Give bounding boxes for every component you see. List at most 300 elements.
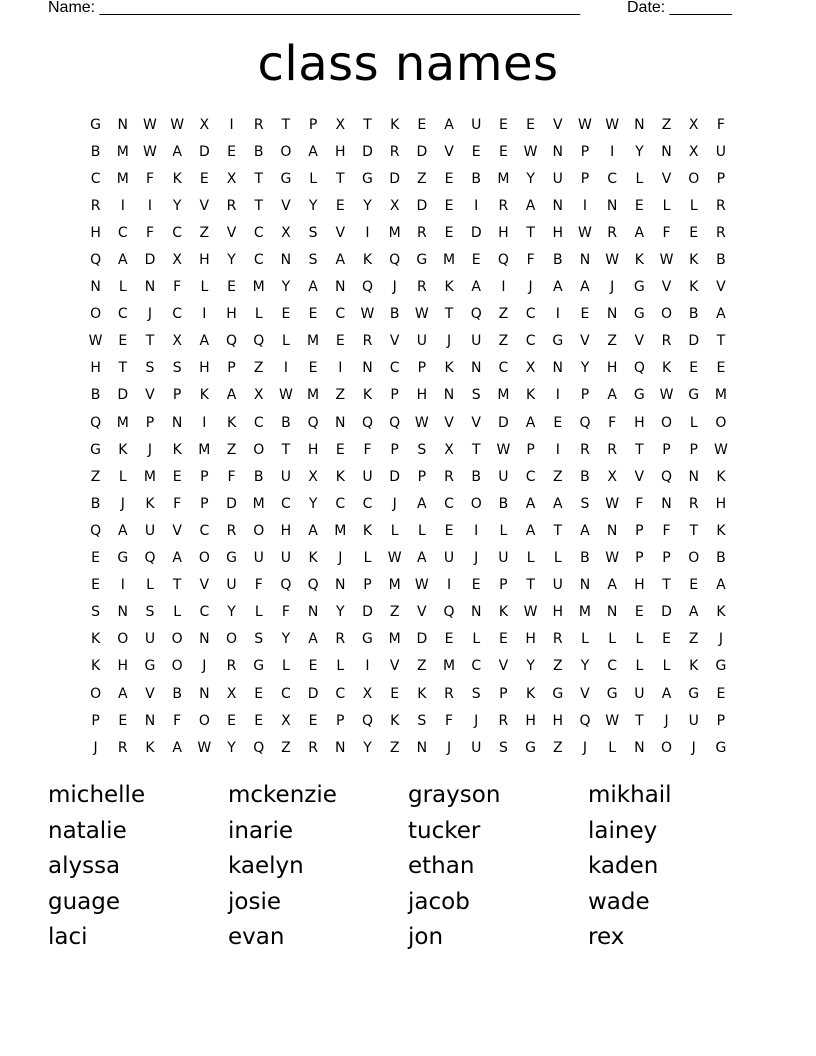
- grid-letter: A: [117, 522, 128, 539]
- grid-letter: Y: [227, 252, 236, 269]
- grid-letter: C: [525, 333, 536, 350]
- grid-letter: C: [389, 360, 400, 377]
- grid-letter: A: [552, 279, 563, 296]
- grid-letter: F: [662, 522, 671, 539]
- grid-letter: O: [171, 658, 183, 675]
- grid-letter: C: [172, 224, 183, 241]
- grid-letter: T: [553, 522, 563, 539]
- grid-letter: N: [335, 739, 346, 756]
- grid-letter: K: [716, 522, 726, 539]
- grid-letter: R: [580, 441, 590, 458]
- grid-letter: C: [253, 224, 264, 241]
- grid-letter: U: [552, 170, 563, 187]
- grid-letter: G: [633, 279, 645, 296]
- grid-letter: Y: [172, 197, 182, 214]
- grid-letter: S: [471, 387, 481, 404]
- grid-letter: Y: [281, 631, 291, 648]
- grid-letter: R: [716, 224, 726, 241]
- grid-letter: A: [226, 387, 237, 404]
- grid-letter: I: [474, 522, 479, 539]
- grid-letter: K: [362, 522, 373, 539]
- grid-letter: U: [498, 468, 509, 485]
- grid-letter: U: [443, 550, 455, 567]
- grid-letter: J: [664, 712, 669, 729]
- grid-letter: V: [145, 387, 155, 404]
- grid-letter: C: [362, 495, 373, 512]
- grid-letter: L: [254, 306, 263, 323]
- grid-letter: H: [90, 360, 101, 377]
- grid-letter: E: [634, 197, 644, 214]
- grid-letter: K: [634, 252, 644, 269]
- grid-letter: N: [470, 604, 482, 621]
- grid-letter: O: [661, 414, 673, 431]
- grid-letter: I: [365, 658, 370, 675]
- word-list-item: kaelyn: [228, 853, 304, 879]
- grid-letter: N: [552, 197, 564, 214]
- grid-letter: O: [280, 143, 292, 160]
- grid-letter: E: [308, 712, 318, 729]
- grid-letter: N: [171, 414, 183, 431]
- grid-letter: O: [198, 550, 210, 567]
- grid-letter: P: [172, 387, 182, 404]
- word-list-item: rex: [588, 924, 625, 950]
- grid-letter: B: [172, 685, 182, 702]
- grid-letter: Q: [253, 739, 265, 756]
- grid-letter: Z: [607, 333, 617, 350]
- grid-letter: J: [120, 495, 125, 512]
- grid-letter: V: [471, 414, 481, 431]
- grid-letter: H: [199, 360, 210, 377]
- grid-letter: Y: [336, 604, 345, 621]
- grid-letter: Z: [417, 658, 427, 675]
- grid-letter: A: [688, 604, 699, 621]
- grid-letter: F: [173, 279, 182, 296]
- grid-letter: X: [226, 170, 237, 187]
- grid-letter: K: [335, 468, 345, 485]
- grid-letter: T: [281, 116, 291, 133]
- grid-letter: A: [580, 279, 590, 296]
- grid-letter: O: [117, 631, 129, 648]
- grid-letter: D: [416, 143, 428, 160]
- grid-letter: Q: [579, 712, 591, 729]
- grid-letter: B: [580, 468, 590, 485]
- grid-letter: E: [634, 604, 644, 621]
- grid-letter: A: [716, 306, 726, 323]
- grid-letter: S: [417, 441, 427, 458]
- grid-letter: N: [688, 468, 699, 485]
- grid-letter: B: [580, 550, 590, 567]
- grid-letter: I: [283, 360, 288, 377]
- grid-letter: J: [446, 739, 452, 756]
- grid-letter: A: [552, 495, 563, 512]
- grid-letter: T: [635, 441, 644, 458]
- grid-letter: Z: [552, 658, 563, 675]
- grid-letter: R: [552, 631, 563, 648]
- grid-letter: F: [635, 495, 644, 512]
- grid-letter: G: [633, 306, 645, 323]
- grid-letter: T: [526, 577, 535, 594]
- word-search-grid: [82, 111, 735, 761]
- grid-letter: K: [308, 550, 318, 567]
- grid-letter: V: [389, 658, 400, 675]
- grid-letter: M: [143, 468, 157, 485]
- word-list-item: mckenzie: [228, 782, 337, 808]
- grid-letter: B: [471, 468, 482, 485]
- grid-letter: L: [309, 170, 317, 187]
- grid-letter: G: [688, 685, 700, 702]
- grid-letter: L: [200, 279, 209, 296]
- grid-letter: O: [470, 495, 482, 512]
- grid-letter: N: [606, 522, 618, 539]
- grid-letter: A: [172, 550, 182, 567]
- grid-letter: E: [308, 658, 318, 675]
- grid-letter: M: [198, 441, 211, 458]
- grid-letter: S: [254, 631, 264, 648]
- grid-letter: W: [713, 441, 728, 458]
- grid-letter: Z: [199, 224, 210, 241]
- grid-letter: H: [552, 604, 564, 621]
- grid-letter: F: [281, 604, 290, 621]
- grid-letter: E: [199, 170, 209, 187]
- grid-letter: B: [90, 143, 101, 160]
- word-list-item: inarie: [228, 817, 294, 844]
- grid-letter: A: [417, 550, 427, 567]
- grid-letter: N: [307, 604, 319, 621]
- grid-letter: S: [172, 360, 182, 377]
- grid-letter: P: [499, 577, 508, 594]
- grid-letter: S: [145, 604, 155, 621]
- grid-letter: E: [689, 360, 699, 377]
- grid-letter: X: [688, 143, 699, 160]
- grid-letter: E: [118, 712, 128, 729]
- grid-letter: E: [444, 224, 454, 241]
- grid-letter: A: [525, 414, 536, 431]
- grid-letter: D: [498, 414, 509, 431]
- grid-letter: Y: [526, 658, 535, 675]
- grid-letter: J: [202, 658, 207, 675]
- grid-letter: Z: [226, 441, 237, 458]
- grid-letter: P: [308, 116, 318, 133]
- grid-letter: H: [90, 224, 101, 241]
- grid-letter: D: [198, 143, 210, 160]
- grid-letter: M: [442, 252, 456, 269]
- grid-letter: E: [526, 116, 536, 133]
- grid-letter: K: [390, 712, 400, 729]
- grid-letter: Z: [281, 739, 291, 756]
- grid-letter: G: [280, 170, 292, 187]
- grid-letter: F: [227, 468, 236, 485]
- grid-letter: R: [498, 197, 509, 214]
- grid-letter: Q: [361, 414, 373, 431]
- grid-letter: I: [555, 306, 560, 323]
- grid-letter: E: [580, 306, 590, 323]
- grid-letter: I: [202, 306, 207, 323]
- grid-letter: C: [607, 658, 618, 675]
- grid-letter: Y: [526, 170, 535, 187]
- grid-letter: Y: [308, 197, 318, 214]
- grid-letter: C: [335, 306, 346, 323]
- grid-letter: R: [607, 441, 618, 458]
- grid-letter: W: [659, 387, 674, 404]
- grid-letter: T: [145, 333, 155, 350]
- grid-letter: F: [145, 170, 154, 187]
- grid-letter: B: [281, 414, 291, 431]
- grid-letter: Y: [227, 739, 236, 756]
- grid-letter: P: [390, 441, 399, 458]
- grid-letter: E: [498, 116, 508, 133]
- grid-letter: V: [716, 279, 726, 296]
- grid-letter: P: [200, 495, 209, 512]
- grid-letter: K: [526, 387, 536, 404]
- grid-letter: E: [308, 360, 318, 377]
- grid-letter: M: [497, 170, 510, 187]
- grid-letter: V: [226, 224, 237, 241]
- grid-letter: J: [147, 306, 153, 323]
- grid-letter: W: [143, 143, 157, 160]
- grid-letter: G: [90, 441, 102, 458]
- grid-letter: P: [417, 468, 427, 485]
- grid-letter: Y: [281, 279, 291, 296]
- grid-letter: F: [662, 224, 671, 241]
- grid-letter: N: [117, 604, 129, 621]
- grid-letter: C: [90, 170, 101, 187]
- grid-letter: X: [226, 685, 237, 702]
- grid-letter: G: [715, 739, 727, 756]
- grid-letter: N: [606, 197, 618, 214]
- grid-letter: P: [716, 170, 726, 187]
- grid-letter: Q: [90, 252, 102, 269]
- grid-letter: L: [689, 414, 698, 431]
- grid-letter: V: [580, 685, 590, 702]
- grid-letter: M: [388, 631, 401, 648]
- grid-letter: R: [444, 685, 454, 702]
- grid-letter: I: [120, 197, 125, 214]
- grid-letter: W: [414, 414, 429, 431]
- grid-letter: A: [308, 631, 318, 648]
- grid-letter: Y: [308, 495, 318, 512]
- grid-letter: N: [443, 387, 455, 404]
- grid-letter: E: [716, 685, 726, 702]
- grid-letter: H: [634, 414, 645, 431]
- word-list-item: jacob: [408, 888, 470, 915]
- grid-letter: E: [471, 252, 481, 269]
- grid-letter: M: [116, 170, 129, 187]
- grid-letter: K: [91, 631, 101, 648]
- grid-letter: J: [147, 441, 153, 458]
- grid-letter: M: [442, 658, 456, 675]
- grid-letter: K: [444, 360, 454, 377]
- grid-letter: M: [307, 333, 320, 350]
- grid-letter: I: [610, 143, 615, 160]
- grid-letter: L: [689, 197, 698, 214]
- grid-letter: S: [498, 739, 508, 756]
- grid-letter: O: [226, 631, 238, 648]
- grid-letter: P: [390, 387, 399, 404]
- grid-letter: B: [90, 387, 101, 404]
- grid-letter: P: [662, 550, 671, 567]
- grid-letter: N: [661, 495, 672, 512]
- grid-letter: C: [281, 495, 291, 512]
- grid-letter: V: [552, 116, 563, 133]
- grid-letter: W: [170, 116, 185, 133]
- grid-letter: V: [172, 522, 182, 539]
- word-list-item: michelle: [48, 782, 146, 808]
- grid-letter: I: [120, 577, 125, 594]
- grid-letter: M: [578, 604, 592, 621]
- grid-letter: X: [389, 197, 400, 214]
- grid-letter: E: [444, 197, 454, 214]
- word-list-item: kaden: [588, 853, 659, 879]
- grid-letter: V: [145, 685, 155, 702]
- grid-letter: G: [416, 252, 428, 269]
- grid-letter: R: [716, 197, 726, 214]
- grid-letter: L: [635, 631, 644, 648]
- grid-letter: U: [688, 712, 699, 729]
- grid-letter: Z: [389, 739, 400, 756]
- grid-letter: K: [390, 116, 400, 133]
- grid-letter: N: [552, 360, 564, 377]
- grid-letter: Q: [443, 604, 455, 621]
- grid-letter: B: [552, 252, 563, 269]
- grid-letter: Q: [389, 252, 401, 269]
- grid-letter: J: [474, 712, 479, 729]
- grid-letter: U: [253, 550, 264, 567]
- grid-letter: E: [254, 712, 264, 729]
- grid-letter: D: [144, 252, 156, 269]
- grid-letter: R: [661, 333, 672, 350]
- word-list-item: tucker: [408, 817, 481, 844]
- grid-letter: I: [338, 360, 343, 377]
- grid-letter: R: [688, 495, 699, 512]
- word-list-item: wade: [588, 888, 650, 915]
- grid-letter: G: [715, 658, 727, 675]
- grid-letter: L: [662, 197, 671, 214]
- grid-letter: N: [335, 414, 346, 431]
- grid-letter: N: [362, 360, 373, 377]
- grid-letter: G: [90, 116, 102, 133]
- grid-letter: I: [229, 116, 234, 133]
- grid-letter: H: [307, 441, 319, 458]
- grid-letter: G: [552, 333, 564, 350]
- grid-letter: H: [634, 577, 645, 594]
- grid-letter: N: [199, 685, 210, 702]
- grid-letter: I: [147, 197, 153, 214]
- grid-letter: L: [608, 739, 617, 756]
- grid-letter: T: [635, 712, 644, 729]
- word-list-item: laci: [48, 924, 88, 950]
- grid-letter: O: [715, 414, 727, 431]
- grid-letter: G: [117, 550, 129, 567]
- date-field-line: Date: _______: [627, 0, 732, 16]
- grid-letter: N: [144, 712, 156, 729]
- grid-letter: O: [171, 631, 183, 648]
- grid-letter: D: [470, 224, 482, 241]
- grid-letter: R: [416, 224, 427, 241]
- grid-letter: F: [145, 224, 154, 241]
- grid-letter: Q: [90, 522, 102, 539]
- word-list-item: natalie: [48, 817, 127, 844]
- grid-letter: T: [281, 441, 291, 458]
- grid-letter: W: [523, 143, 538, 160]
- grid-letter: E: [662, 631, 671, 648]
- grid-letter: S: [308, 252, 318, 269]
- grid-letter: S: [91, 604, 101, 621]
- grid-letter: U: [280, 468, 292, 485]
- grid-letter: K: [91, 658, 101, 675]
- grid-letter: K: [498, 604, 508, 621]
- grid-letter: L: [499, 522, 508, 539]
- grid-letter: U: [280, 550, 292, 567]
- grid-letter: A: [580, 522, 590, 539]
- grid-letter: G: [253, 658, 265, 675]
- grid-letter: P: [363, 577, 372, 594]
- grid-letter: N: [280, 252, 292, 269]
- grid-letter: K: [172, 441, 182, 458]
- grid-letter: A: [634, 224, 645, 241]
- word-list-item: josie: [228, 888, 281, 915]
- grid-letter: K: [661, 360, 672, 377]
- page-title: class names: [257, 36, 559, 92]
- grid-letter: E: [553, 414, 563, 431]
- grid-letter: Y: [363, 197, 372, 214]
- grid-letter: V: [335, 224, 346, 241]
- grid-letter: D: [117, 387, 129, 404]
- grid-letter: N: [199, 631, 210, 648]
- grid-letter: H: [525, 712, 536, 729]
- word-list-item: grayson: [408, 782, 501, 808]
- grid-letter: S: [471, 685, 481, 702]
- grid-letter: X: [688, 116, 699, 133]
- grid-letter: G: [362, 631, 373, 648]
- grid-letter: D: [362, 604, 373, 621]
- grid-letter: F: [526, 252, 535, 269]
- grid-letter: C: [525, 306, 536, 323]
- grid-letter: N: [117, 116, 129, 133]
- grid-letter: Q: [307, 414, 319, 431]
- grid-letter: Q: [144, 550, 156, 567]
- grid-letter: N: [606, 306, 618, 323]
- grid-letter: E: [281, 306, 291, 323]
- grid-letter: M: [116, 143, 129, 160]
- grid-letter: V: [417, 604, 427, 621]
- grid-letter: I: [474, 197, 479, 214]
- grid-letter: A: [525, 495, 536, 512]
- grid-letter: R: [498, 712, 509, 729]
- grid-letter: X: [199, 116, 210, 133]
- grid-letter: T: [254, 197, 263, 214]
- grid-letter: W: [523, 604, 538, 621]
- word-list-item: alyssa: [48, 853, 121, 879]
- grid-letter: Q: [90, 414, 102, 431]
- grid-letter: O: [90, 685, 102, 702]
- grid-letter: N: [144, 279, 156, 296]
- grid-letter: E: [689, 224, 699, 241]
- grid-letter: E: [308, 306, 318, 323]
- grid-letter: E: [417, 116, 427, 133]
- grid-letter: Z: [90, 468, 101, 485]
- grid-letter: N: [335, 279, 346, 296]
- grid-letter: S: [145, 360, 155, 377]
- grid-letter: Y: [363, 739, 372, 756]
- grid-letter: N: [661, 143, 672, 160]
- grid-letter: F: [363, 441, 372, 458]
- grid-letter: X: [335, 116, 346, 133]
- grid-letter: C: [117, 224, 128, 241]
- grid-letter: Q: [307, 577, 319, 594]
- grid-letter: Z: [661, 116, 672, 133]
- grid-letter: T: [444, 306, 454, 323]
- grid-letter: A: [172, 739, 182, 756]
